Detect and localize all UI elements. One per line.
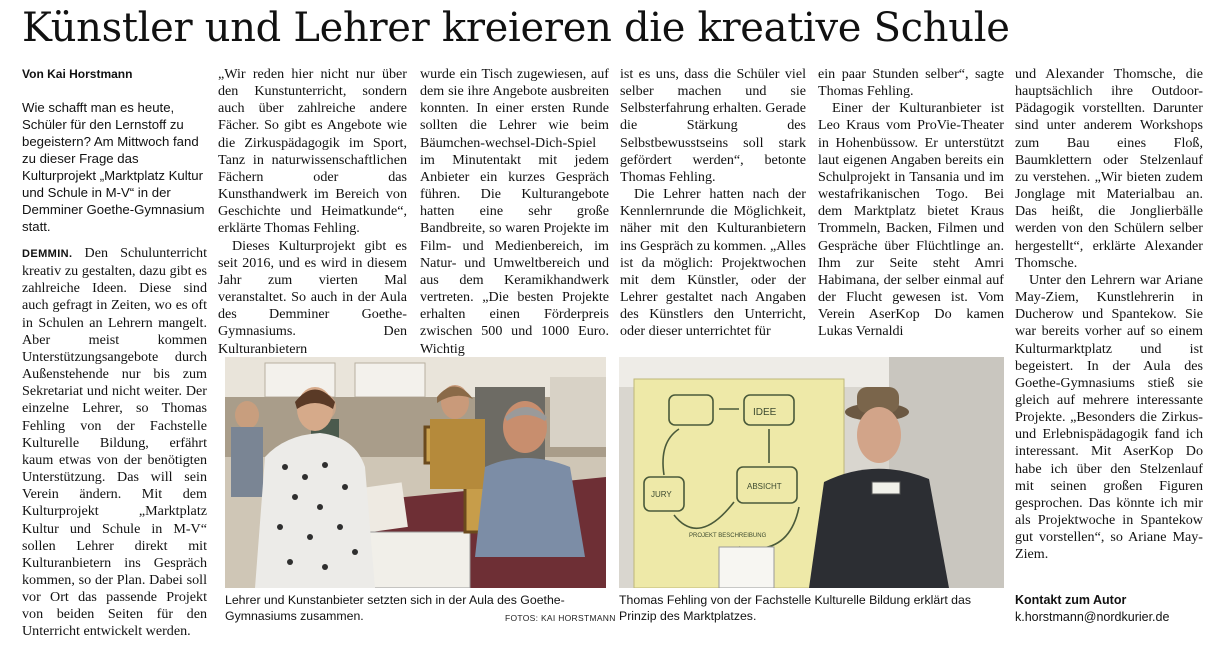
contact-heading: Kontakt zum Autor (1015, 593, 1127, 607)
article-paragraph: „Wir reden hier nicht nur über den Kunstunterricht, sondern auch über zahlreiche andere Fächer. So gibt es Angebote wie die Zirkuspädagogik im Sport, Tanz in naturwissenschaftlichen Fächern oder das Kunsthandwerk im Bereich von Geschichte und Heimatkunde“, erklärte Thomas Fehling. (218, 66, 407, 237)
article-column-2 (218, 66, 407, 358)
poster-label-absicht: ABSICHT (747, 482, 782, 491)
article-column-4 (620, 66, 806, 341)
photo-teachers-artists (225, 357, 606, 588)
poster-label-idee: IDEE (753, 407, 777, 418)
photo-presenter-illustration (619, 357, 1004, 588)
article-paragraph: Dieses Kulturprojekt gibt es seit 2016, und es wird in diesem Jahr zum vierten Mal veranstaltet. So auch in der Aula des Demminer Goethe-Gymnasiums. Den Kulturanbietern (218, 237, 407, 357)
poster-label-jury: JURY (651, 490, 672, 499)
photo-teachers-artists-illustration (225, 357, 606, 588)
photo1-caption: Lehrer und Kunstanbieter setzten sich in der Aula des Goethe-Gymnasiums zusammen. (225, 593, 565, 623)
dateline: DEMMIN. (22, 248, 73, 260)
headline: Künstler und Lehrer kreieren die kreative Schule (22, 5, 1010, 51)
article-paragraph: Die Lehrer hatten nach der Kennlernrunde die Möglichkeit, näher mit den Kulturanbietern ins Gespräch zu kommen. „Alles ist da möglich: Projektwochen mit dem Künstler, oder der Lehrer gestaltet nach Angaben des Künstlers den Unterricht, oder dieser unterrichtet für (620, 186, 806, 340)
article-column-1 (22, 245, 207, 641)
article-paragraph: wurde ein Tisch zugewiesen, auf dem sie ihre Angebote ausbreiten konnten. In einer ersten Runde sollten die Lehrer wie beim Bäumchen-wechsel-Dich-Spiel im Minutentakt mit jedem Anbieter ein kurzes Gespräch führen. Die Kulturangebote hatten eine sehr große Bandbreite, so waren Projekte im Film- und Medienbereich, im Natur- und Umweltbereich und aus dem Keramikhandwerk vertreten. „Die besten Projekte erhalten einen Förderpreis zwischen 500 und 1000 Euro. Wichtig (420, 66, 609, 357)
poster-label-projekt: PROJEKT BESCHREIBUNG (689, 533, 767, 539)
article-paragraph: Unter den Lehrern war Ariane May-Ziem, Kunstlehrerin in Ducherow und Spantekow. Sie war bereits vorher auf so einem Kulturmarktplatz und ist begeistert. In der Aula des Goethe-Gymnasiums stieß sie gleich auf mehrere interessante Projekte. „Besonders die Zirkus- und Erlebnispädagogik fand ich interessant. Mit AserKop Do habe ich über den Stelzenlauf mit seinen großen Figuren gesprochen. Das könnte ich mir als Projektwoche in Spantekow gut vorstellen“, so Ariane May-Ziem. (1015, 271, 1203, 563)
article-paragraph: ein paar Stunden selber“, sagte Thomas Fehling. (818, 66, 1004, 100)
photo-credit: FOTOS: KAI HORSTMANN (505, 613, 616, 623)
paragraph-text: Den Schulunterricht kreativ zu gestalten, dazu gibt es zahlreiche Ideen. Diese sind auch gefragt in Zeiten, wo es oft in Schulen an Lehrern mangelt. Aber meist kommen Unterstützungsangebote durch Außenstehende nur bis zum Sekretariat und nicht weiter. Der einzelne Lehrer, so Thomas Fehling von der Fachstelle Kulturelle Bildung, erfährt kaum etwas von der benötigten Unterstützung. Das will sein Verein ändern. Mit dem Kulturprojekt „Marktplatz Kultur und Schule in M-V“ sollen Lehrer direkt mit Kulturanbietern ins Gespräch kommen, so der Plan. Dabei soll vor Ort das passende Projekt von beiden Seiten für den Unterricht entwickelt werden. (22, 245, 207, 640)
contact-email[interactable]: k.horstmann@nordkurier.de (1015, 610, 1170, 624)
photo2-caption: Thomas Fehling von der Fachstelle Kulturelle Bildung erklärt das Prinzip des Marktplatzes. (619, 593, 972, 623)
teaser: Wie schafft man es heute, Schüler für den Lernstoff zu begeistern? Am Mittwoch fand zu dieser Frage das Kulturprojekt „Marktplatz Kultur und Schule in M-V“ in der Demminer Goethe-Gymnasium statt. (22, 100, 205, 234)
article-column-5 (818, 66, 1004, 341)
article-paragraph: und Alexander Thomsche, die hauptsächlich ihre Outdoor-Pädagogik vorstellten. Darunter sind unter anderem Workshops zum Bau eines Floß, Baumklettern oder Stelzenlauf zu verstehen. „Wir bieten zudem Jonglage mit Materialbau an. Das heißt, die Jonglierbälle werden von den Schülern selber hergestellt“, erklärte Alexander Thomsche. (1015, 66, 1203, 271)
article-paragraph (22, 245, 207, 641)
article-paragraph: ist es uns, dass die Schüler viel selber machen und sie Selbsterfahrung erhalten. Gerade die Stärkung des Selbstbewusstseins soll stark gefördert werden“, betonte Thomas Fehling. (620, 66, 806, 185)
article-column-3 (420, 66, 609, 358)
article-paragraph: Einer der Kulturanbieter ist Leo Kraus vom ProVie-Theater in Hohenbüssow. Er unterstützt laut eigenen Angaben bereits ein Schulprojekt in Tansania und im westafrikanischen Togo. Bei dem Marktplatz bietet Kraus Trommeln, Backen, Filmen und Gespräche über Flüchtlinge an. Ihm zur Seite steht Amri Habimana, der selber einmal auf der Flucht gewesen ist. Vom Verein AserKop Do kamen Lukas Vernaldi (818, 100, 1004, 340)
photo-presenter (619, 357, 1004, 588)
byline: Von Kai Horstmann (22, 67, 133, 81)
article-column-6 (1015, 66, 1203, 564)
